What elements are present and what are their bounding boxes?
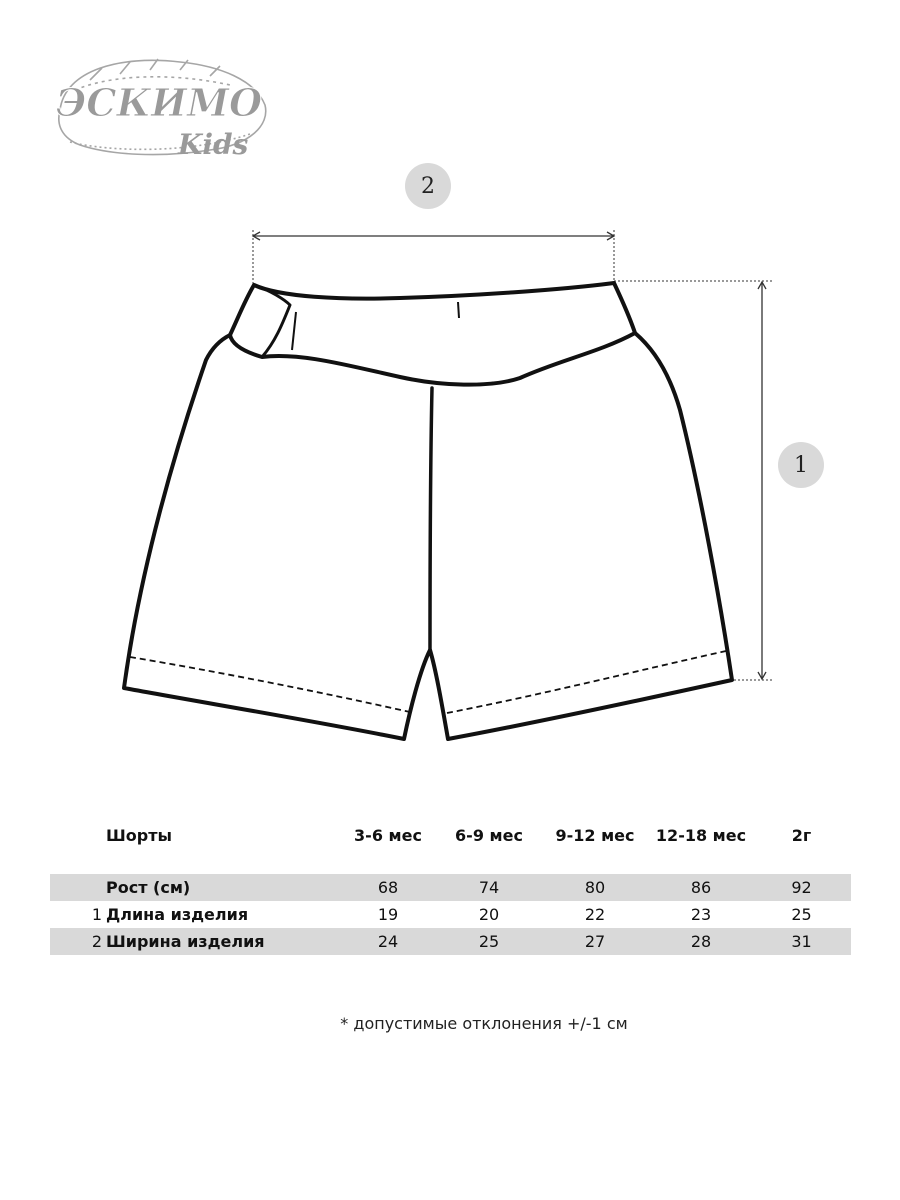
table-cell: 20	[478, 905, 500, 924]
table-cell: 25	[791, 905, 812, 924]
table-cell: 74	[438, 874, 540, 901]
fold-marks	[292, 302, 459, 350]
shorts-outline	[124, 283, 732, 739]
table-cell: 27	[540, 928, 650, 955]
brand-logo	[50, 50, 275, 165]
table-cell: 68	[338, 874, 438, 901]
table-row-length	[50, 901, 851, 928]
table-cell: 22	[584, 905, 606, 924]
table-cell: 24	[338, 928, 438, 955]
table-header-row	[50, 820, 851, 852]
width-marker: 2	[405, 163, 451, 209]
table-cell: 92	[752, 874, 851, 901]
width-dimension	[253, 230, 614, 285]
table-row-height	[50, 874, 851, 901]
size-header: 3-6 мес	[354, 826, 422, 845]
size-header: 9-12 мес	[555, 826, 635, 845]
length-dimension	[614, 281, 772, 680]
size-header: 6-9 мес	[455, 826, 523, 845]
table-cell: 19	[377, 905, 399, 924]
table-cell: 25	[438, 928, 540, 955]
table-cell: 28	[650, 928, 752, 955]
shorts-diagram	[0, 160, 900, 760]
logo-sub-text: Kids	[178, 128, 249, 161]
tolerance-footnote: * допустимые отклонения +/-1 см	[340, 1014, 628, 1033]
row-number: 2	[50, 928, 106, 955]
row-number: 1	[91, 905, 102, 924]
table-row-width	[50, 928, 851, 955]
size-table	[50, 820, 851, 955]
row-label: Длина изделия	[106, 905, 249, 924]
table-cell: 31	[752, 928, 851, 955]
header-num-cell	[50, 820, 106, 852]
row-number	[50, 874, 106, 901]
row-label: Ширина изделия	[106, 928, 338, 955]
size-header: 2г	[791, 826, 812, 845]
table-cell: 80	[540, 874, 650, 901]
row-label: Рост (см)	[106, 874, 338, 901]
size-header: 12-18 мес	[655, 826, 747, 845]
logo-brand-text: ЭСКИМО	[56, 80, 263, 125]
table-cell: 86	[650, 874, 752, 901]
length-marker: 1	[778, 442, 824, 488]
table-title: Шорты	[106, 826, 172, 845]
table-cell: 23	[690, 905, 712, 924]
